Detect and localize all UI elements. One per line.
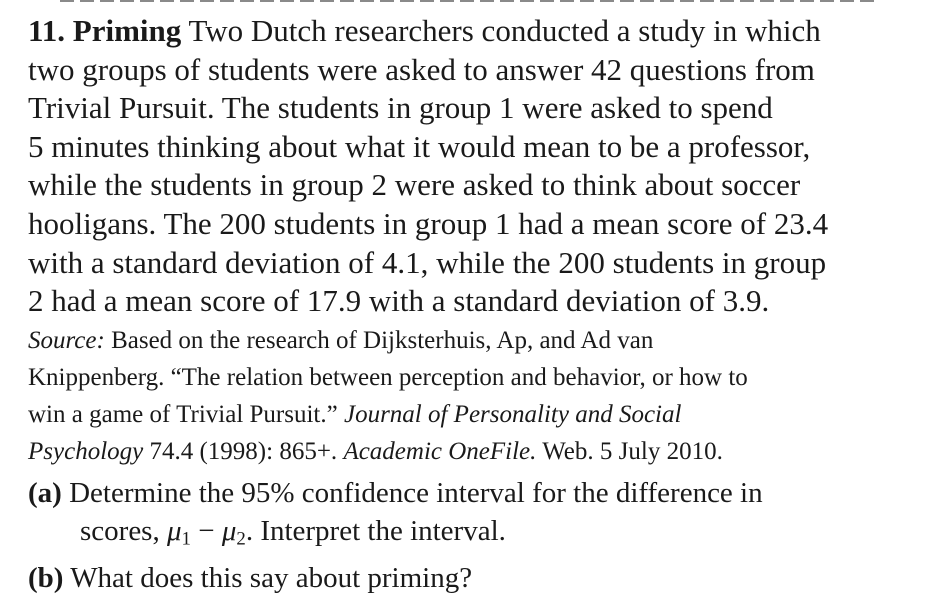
source-citation — [28, 322, 918, 470]
statement-line: hooligans. The 200 students in group 1 had a mean score of 23.4 — [28, 205, 829, 241]
statement-line: two groups of students were asked to answer 42 questions from — [28, 51, 815, 87]
statement-line — [28, 12, 918, 51]
problem-statement — [28, 12, 918, 321]
part-a-label: (a) — [28, 476, 62, 509]
part-a — [28, 474, 918, 513]
journal-title-cont: Psychology — [28, 437, 144, 465]
statement-line: with a standard deviation of 4.1, while the 200 students in group — [28, 244, 827, 280]
part-b — [28, 559, 918, 598]
problem-number: 11. — [28, 13, 66, 48]
citation-line: Psychology 74.4 (1998): 865+. Academic OneFile. Web. 5 July 2010. — [28, 437, 723, 465]
exercise-problem — [28, 12, 918, 598]
cropped-previous-text — [0, 0, 932, 4]
minus-sign: − — [190, 515, 222, 548]
statement-line: Trivial Pursuit. The students in group 1 were asked to spend — [28, 90, 773, 126]
journal-title: Journal of Personality and Social — [343, 400, 682, 428]
part-a-text: Determine the 95% confidence interval for the difference in — [69, 476, 763, 509]
mu1-symbol: $\mu_1$ — [166, 515, 191, 550]
citation-line: Source: Based on the research of Dijksterhuis, Ap, and Ad van — [28, 326, 654, 354]
citation-line: win a game of Trivial Pursuit.” Journal of Personality and Social — [28, 400, 682, 428]
statement-line: 2 had a mean score of 17.9 with a standard deviation of 3.9. — [28, 283, 770, 319]
mu2-symbol: $\mu_2$ — [221, 515, 246, 550]
statement-line: while the students in group 2 were asked to think about soccer — [28, 167, 801, 203]
citation-line: Knippenberg. “The relation between perception and behavior, or how to — [28, 363, 748, 391]
part-b-label: (b) — [28, 562, 64, 595]
problem-heading — [28, 13, 181, 48]
problem-title: Priming — [72, 13, 182, 48]
source-label: Source: — [28, 326, 105, 354]
statement-text: Two Dutch researchers conducted a study in which — [188, 13, 821, 48]
part-b-text: What does this say about priming? — [70, 562, 473, 595]
statement-line: 5 minutes thinking about what it would mean to be a professor, — [28, 128, 811, 164]
database-name: Academic OneFile. — [343, 437, 537, 465]
part-a-continuation: scores, $\mu_1 - \mu_2$. Interpret the interval. — [80, 515, 506, 550]
question-parts — [28, 474, 918, 598]
